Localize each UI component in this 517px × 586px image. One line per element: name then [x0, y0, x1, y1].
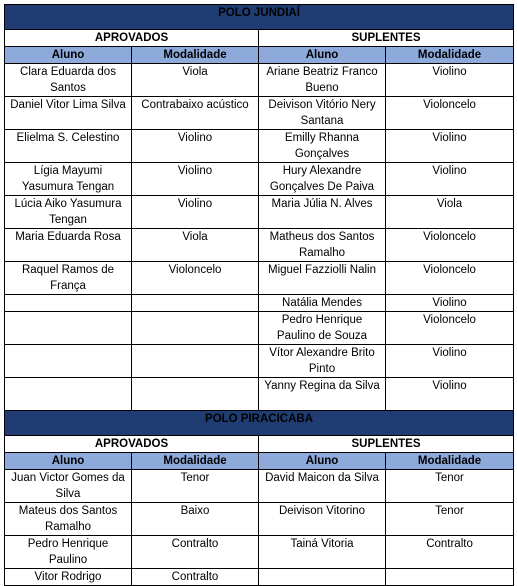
approved-modality-cell: Violino [132, 196, 259, 229]
approved-modality-column-header: Modalidade [132, 453, 259, 470]
approved-modality-cell: Violino [132, 130, 259, 163]
column-header-row [5, 47, 514, 64]
substitute-modality-cell: Tenor [386, 470, 514, 503]
table-row [5, 97, 514, 130]
approved-modality-cell: Tenor [132, 470, 259, 503]
approved-student-column-header: Aluno [5, 47, 132, 64]
table-row [5, 470, 514, 503]
substitute-student-cell: Ariane Beatriz Franco Bueno [259, 64, 386, 97]
approved-header: APROVADOS [5, 436, 259, 453]
approved-student-cell: Maria Eduarda Rosa [5, 229, 132, 262]
substitute-modality-cell: Violino [386, 295, 514, 312]
column-header-row [5, 453, 514, 470]
substitute-modality-cell: Violino [386, 163, 514, 196]
table-row [5, 64, 514, 97]
table-row [5, 163, 514, 196]
approved-modality-cell [132, 345, 259, 378]
table-row [5, 345, 514, 378]
approved-modality-cell: Contralto [132, 536, 259, 569]
approved-student-cell: Juan Victor Gomes da Silva [5, 470, 132, 503]
approved-modality-cell: Baixo [132, 503, 259, 536]
substitute-modality-cell: Violoncelo [386, 312, 514, 345]
approved-student-cell: Vitor Rodrigo [5, 569, 132, 586]
group-header-row [5, 436, 514, 453]
results-table-body [5, 5, 514, 586]
table-row [5, 378, 514, 411]
substitute-modality-column-header: Modalidade [386, 453, 514, 470]
substitute-student-cell: Pedro Henrique Paulino de Souza [259, 312, 386, 345]
approved-modality-cell [132, 295, 259, 312]
substitute-student-cell [259, 569, 386, 586]
substitute-student-cell: Hury Alexandre Gonçalves De Paiva [259, 163, 386, 196]
substitute-modality-cell: Violino [386, 130, 514, 163]
approved-modality-cell: Contralto [132, 569, 259, 586]
substitute-student-cell: Yanny Regina da Silva [259, 378, 386, 411]
section-title: POLO JUNDIAÍ [5, 5, 514, 30]
substitute-student-cell: Natália Mendes [259, 295, 386, 312]
approved-student-cell: Mateus dos Santos Ramalho [5, 503, 132, 536]
approved-student-cell: Pedro Henrique Paulino [5, 536, 132, 569]
table-row [5, 130, 514, 163]
approved-modality-cell: Violino [132, 163, 259, 196]
substitute-modality-cell: Viola [386, 196, 514, 229]
section-title: POLO PIRACICABA [5, 411, 514, 436]
approved-modality-cell [132, 378, 259, 411]
table-row [5, 295, 514, 312]
substitutes-header: SUPLENTES [259, 436, 514, 453]
substitutes-header: SUPLENTES [259, 30, 514, 47]
substitute-modality-column-header: Modalidade [386, 47, 514, 64]
table-row [5, 503, 514, 536]
substitute-modality-cell: Tenor [386, 503, 514, 536]
approved-student-cell [5, 345, 132, 378]
substitute-student-cell: Tainá Vitoria [259, 536, 386, 569]
table-row [5, 262, 514, 295]
approved-student-column-header: Aluno [5, 453, 132, 470]
substitute-modality-cell: Contralto [386, 536, 514, 569]
table-row [5, 536, 514, 569]
approved-student-cell: Raquel Ramos de França [5, 262, 132, 295]
approved-student-cell: Clara Eduarda dos Santos [5, 64, 132, 97]
substitute-student-cell: Deivison Vitório Nery Santana [259, 97, 386, 130]
approved-modality-cell: Viola [132, 64, 259, 97]
substitute-student-cell: Maria Júlia N. Alves [259, 196, 386, 229]
table-row [5, 229, 514, 262]
substitute-modality-cell: Violoncelo [386, 262, 514, 295]
approved-modality-column-header: Modalidade [132, 47, 259, 64]
substitute-student-cell: Deivison Vitorino [259, 503, 386, 536]
substitute-student-column-header: Aluno [259, 47, 386, 64]
substitute-student-cell: Matheus dos Santos Ramalho [259, 229, 386, 262]
approved-modality-cell [132, 312, 259, 345]
section-title-row [5, 411, 514, 436]
substitute-student-cell: Emilly Rhanna Gonçalves [259, 130, 386, 163]
results-table [4, 4, 514, 586]
approved-student-cell [5, 378, 132, 411]
substitute-modality-cell: Violino [386, 345, 514, 378]
approved-student-cell: Lúcia Aiko Yasumura Tengan [5, 196, 132, 229]
approved-student-cell: Elielma S. Celestino [5, 130, 132, 163]
section-title-row [5, 5, 514, 30]
approved-student-cell: Lígia Mayumi Yasumura Tengan [5, 163, 132, 196]
table-row [5, 569, 514, 586]
approved-student-cell [5, 295, 132, 312]
approved-modality-cell: Violoncelo [132, 262, 259, 295]
approved-student-cell [5, 312, 132, 345]
approved-student-cell: Daniel Vitor Lima Silva [5, 97, 132, 130]
substitute-student-cell: Vítor Alexandre Brito Pinto [259, 345, 386, 378]
substitute-student-column-header: Aluno [259, 453, 386, 470]
substitute-modality-cell: Violino [386, 378, 514, 411]
substitute-modality-cell: Violoncelo [386, 97, 514, 130]
substitute-modality-cell: Violoncelo [386, 229, 514, 262]
substitute-modality-cell [386, 569, 514, 586]
approved-modality-cell: Viola [132, 229, 259, 262]
substitute-student-cell: David Maicon da Silva [259, 470, 386, 503]
approved-modality-cell: Contrabaixo acústico [132, 97, 259, 130]
approved-header: APROVADOS [5, 30, 259, 47]
substitute-modality-cell: Violino [386, 64, 514, 97]
table-row [5, 196, 514, 229]
group-header-row [5, 30, 514, 47]
table-row [5, 312, 514, 345]
substitute-student-cell: Miguel Fazziolli Nalin [259, 262, 386, 295]
